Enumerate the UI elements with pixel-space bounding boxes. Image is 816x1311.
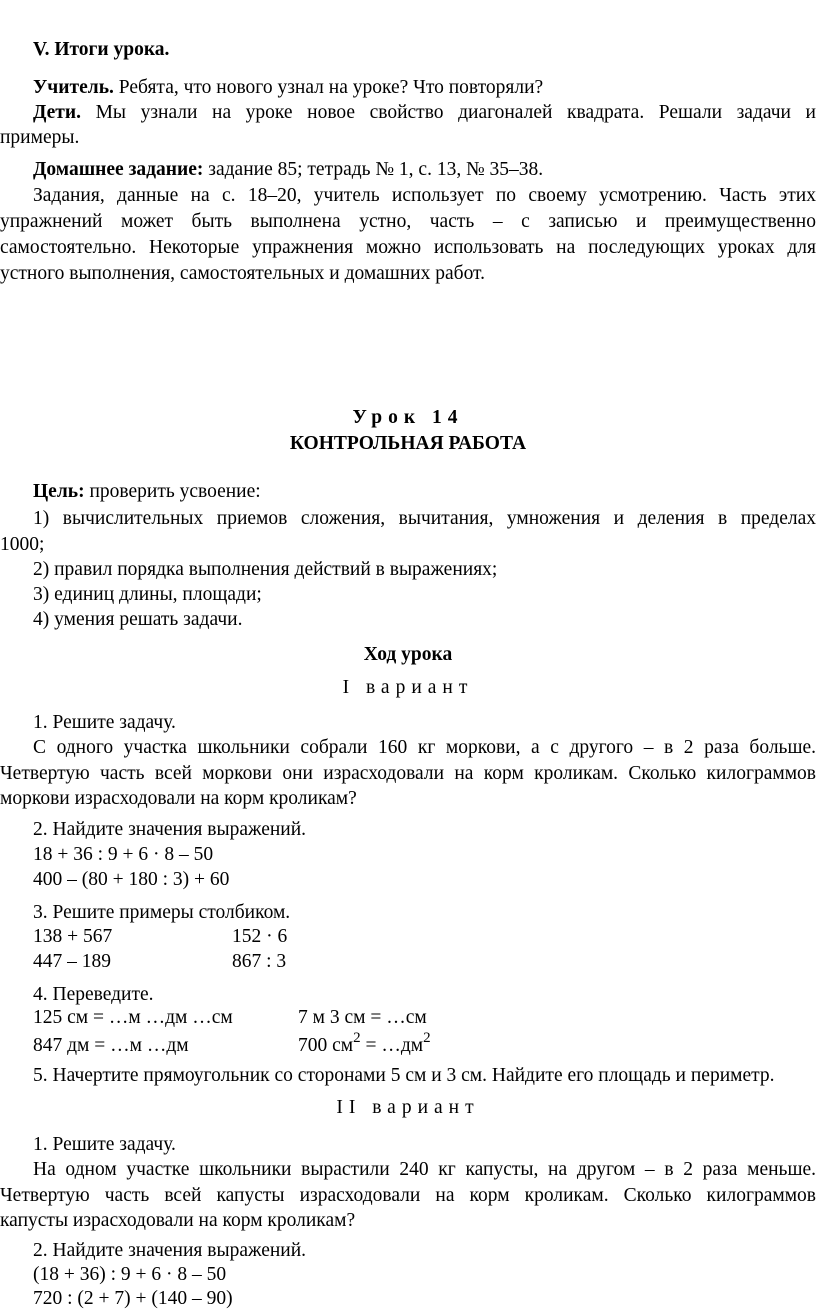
goal-item: 3) единиц длины, площади; (33, 584, 262, 605)
v2-task1-text: На одном участке школьники вырастили 240 кг капусты, на другом – в 2 раза меньше. (33, 1159, 816, 1180)
goal-text: проверить усвоение: (84, 481, 261, 502)
variant-1-heading: I вариант (342, 677, 474, 698)
goal-line (33, 480, 816, 504)
v1-task4-item: 700 $см^2$ = $\dots дм^2$ (298, 1030, 431, 1056)
homework-label: Домашнее задание: (33, 159, 204, 180)
children-line-2: примеры. (0, 127, 80, 148)
children-label: Дети. (33, 102, 81, 123)
goal-item: 4) умения решать задачи. (33, 609, 243, 630)
v1-task3-example: 867 : 3 (232, 951, 287, 972)
teacher-label: Учитель. (33, 77, 114, 98)
goal-item: 2) правил порядка выполнения действий в выражениях; (33, 559, 498, 580)
v2-task1-text: капусты израсходовали на корм кроликам? (0, 1210, 356, 1231)
v1-task3-example: 447 – 189 (33, 951, 111, 972)
v1-task3-row (33, 950, 816, 974)
v1-task4-item: 125 см = …м …дм …см (33, 1007, 233, 1028)
note-line: устного выполнения, самостоятельных и домашних работ. (0, 263, 485, 284)
teacher-text: Ребята, что нового узнал на уроке? Что повторяли? (113, 77, 544, 98)
note-line: самостоятельно. Некоторые упражнения можно использовать на последующих уроках для (0, 237, 816, 258)
v1-task4-item: 7 м 3 см = …см (298, 1007, 427, 1028)
note-line: упражнений может быть выполнена устно, часть – с записью и преимущественно (0, 211, 816, 232)
v1-task1-text: моркови израсходовали на корм кроликам? (0, 788, 357, 809)
v2-task1-title: 1. Решите задачу. (33, 1134, 176, 1155)
lesson-title: КОНТРОЛЬНАЯ РАБОТА (289, 433, 527, 454)
v1-task4-title: 4. Переведите. (33, 984, 154, 1005)
v1-task3-example: 152 · 6 (232, 926, 288, 947)
v1-task1-text: Четвертую часть всей моркови они израсходовали на корм кроликам. Сколько килограммов (0, 763, 816, 784)
section-v-heading: V. Итоги урока. (33, 39, 170, 60)
v2-task2-title: 2. Найдите значения выражений. (33, 1240, 307, 1261)
v1-task2-expr: 400 – (80 + 180 : 3) + 60 (33, 869, 230, 890)
v1-task3-title: 3. Решите примеры столбиком. (33, 902, 291, 923)
v2-task1-text: Четвертую часть всей капусты израсходовали на корм кроликам. Сколько килограммов (0, 1185, 816, 1206)
v2-task2-expr: 720 : (2 + 7) + (140 – 90) (33, 1288, 233, 1309)
children-text: Мы узнали на уроке новое свойство диагоналей квадрата. Решали задачи и (81, 102, 816, 123)
goal-item: 1000; (0, 534, 45, 555)
teacher-line (33, 76, 816, 100)
v1-task2-title: 2. Найдите значения выражений. (33, 819, 307, 840)
v1-task4-item: 847 дм = …м …дм (33, 1035, 189, 1056)
v1-task2-expr: 18 + 36 : 9 + 6 · 8 – 50 (33, 844, 214, 865)
goal-label: Цель: (33, 481, 85, 502)
children-line (33, 101, 816, 125)
variant-2-heading: II вариант (336, 1097, 480, 1118)
v1-task1-title: 1. Решите задачу. (33, 712, 176, 733)
course-heading: Ход урока (363, 644, 453, 665)
homework-line (33, 158, 816, 182)
v1-task3-example: 138 + 567 (33, 926, 113, 947)
note-line: Задания, данные на с. 18–20, учитель использует по своему усмотрению. Часть этих (33, 185, 816, 206)
goal-item: 1) вычислительных приемов сложения, вычитания, умножения и деления в пределах (33, 508, 816, 529)
v1-task3-row (33, 925, 816, 949)
lesson-number: Урок 14 (352, 407, 464, 428)
v1-task1-text: С одного участка школьники собрали 160 кг моркови, а с другого – в 2 раза больше. (33, 737, 816, 758)
homework-text: задание 85; тетрадь № 1, с. 13, № 35–38. (203, 159, 544, 180)
v1-task5: 5. Начертите прямоугольник со сторонами 5 см и 3 см. Найдите его площадь и периметр. (33, 1065, 775, 1086)
v2-task2-expr: (18 + 36) : 9 + 6 · 8 – 50 (33, 1264, 227, 1285)
